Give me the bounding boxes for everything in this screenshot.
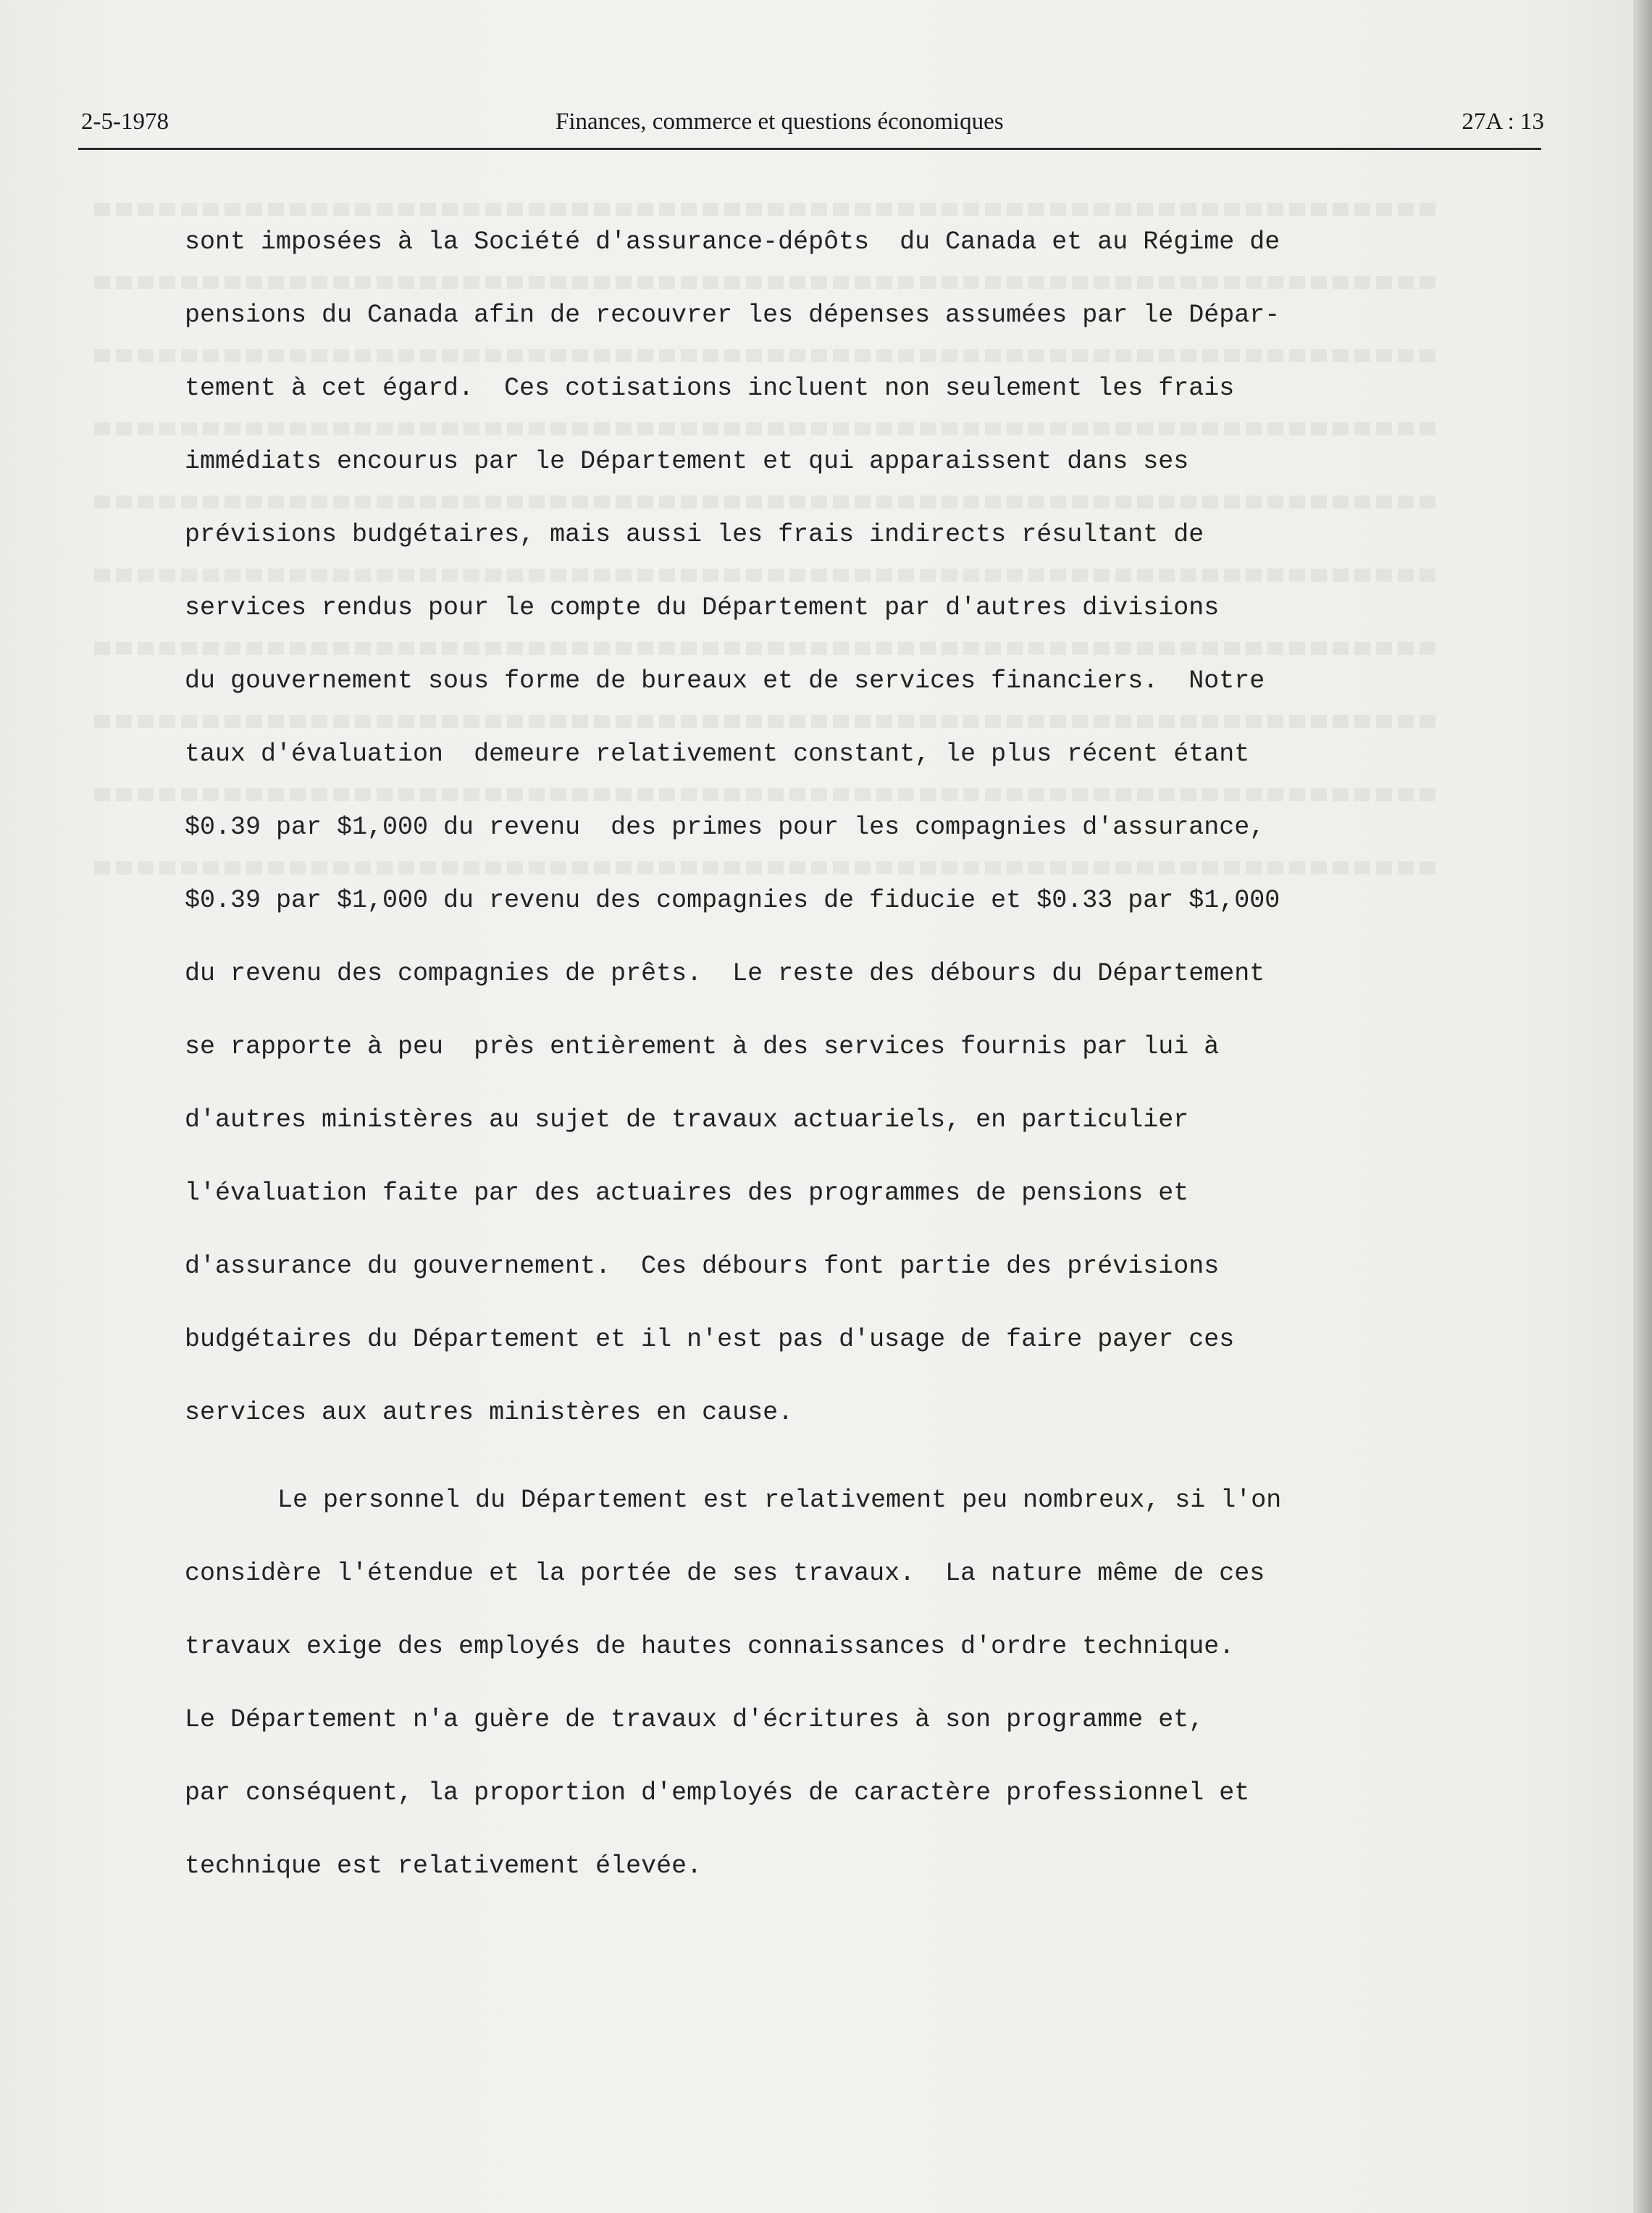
text-line: pensions du Canada afin de recouvrer les dépenses assumées par le Dépar- xyxy=(185,301,1280,330)
text-line: taux d'évaluation demeure relativement constant, le plus récent étant xyxy=(185,740,1250,769)
body-text xyxy=(185,222,1532,1919)
text-line: tement à cet égard. Ces cotisations incluent non seulement les frais xyxy=(185,374,1235,403)
text-line: services aux autres ministères en cause. xyxy=(185,1398,794,1427)
text-line: travaux exige des employés de hautes connaissances d'ordre technique. xyxy=(185,1632,1235,1661)
text-line: du gouvernement sous forme de bureaux et de services financiers. Notre xyxy=(185,666,1265,695)
text-line: considère l'étendue et la portée de ses travaux. La nature même de ces xyxy=(185,1559,1265,1588)
text-line: budgétaires du Département et il n'est pas d'usage de faire payer ces xyxy=(185,1325,1235,1354)
header-title: Finances, commerce et questions économiques xyxy=(555,109,1004,135)
text-line: technique est relativement élevée. xyxy=(185,1852,703,1881)
text-line: Le Département n'a guère de travaux d'écritures à son programme et, xyxy=(185,1705,1204,1734)
text-line: par conséquent, la proportion d'employés de caractère professionnel et xyxy=(185,1778,1250,1807)
text-line: du revenu des compagnies de prêts. Le reste des débours du Département xyxy=(185,959,1265,988)
header-page-number: 27A : 13 xyxy=(1462,109,1544,135)
text-line: Le personnel du Département est relativement peu nombreux, si l'on xyxy=(277,1486,1282,1515)
text-line: immédiats encourus par le Département et qui apparaissent dans ses xyxy=(185,447,1189,476)
text-line: prévisions budgétaires, mais aussi les frais indirects résultant de xyxy=(185,520,1204,549)
text-line: l'évaluation faite par des actuaires des programmes de pensions et xyxy=(185,1179,1189,1208)
text-line: $0.39 par $1,000 du revenu des primes pour les compagnies d'assurance, xyxy=(185,813,1265,842)
text-line: d'autres ministères au sujet de travaux actuariels, en particulier xyxy=(185,1105,1189,1134)
running-header xyxy=(81,109,1544,146)
paragraph-2 xyxy=(185,1480,1532,1919)
header-date: 2-5-1978 xyxy=(81,109,169,135)
paragraph-1 xyxy=(185,222,1532,1465)
header-rule xyxy=(78,148,1541,150)
text-line: services rendus pour le compte du Département par d'autres divisions xyxy=(185,593,1220,622)
text-line: $0.39 par $1,000 du revenu des compagnies de fiducie et $0.33 par $1,000 xyxy=(185,886,1280,915)
page-edge-shadow xyxy=(1633,0,1652,2213)
text-line: se rapporte à peu près entièrement à des services fournis par lui à xyxy=(185,1032,1220,1061)
text-line: sont imposées à la Société d'assurance-dépôts du Canada et au Régime de xyxy=(185,227,1280,256)
text-line: d'assurance du gouvernement. Ces débours font partie des prévisions xyxy=(185,1252,1220,1281)
